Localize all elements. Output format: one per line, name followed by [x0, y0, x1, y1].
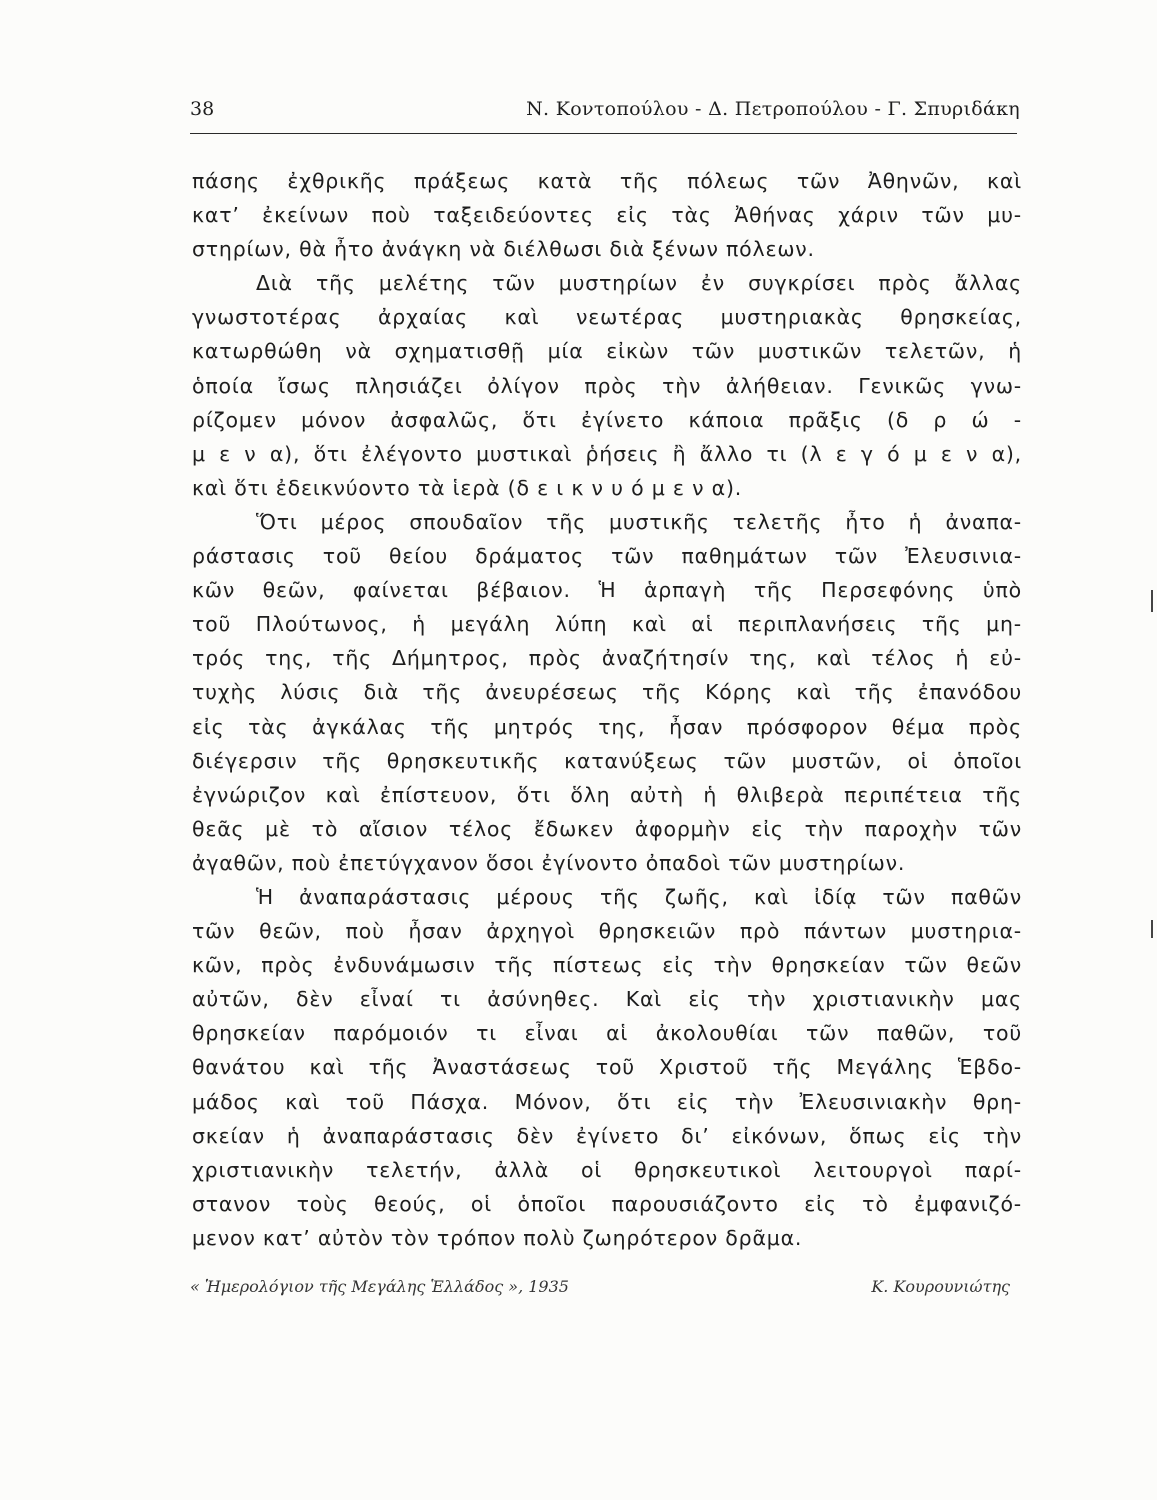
text-line: θρησκείαν παρόμοιόν τι εἶναι αἱ ἀκολουθίαι τῶν παθῶν, τοῦ [192, 1021, 1022, 1046]
text-line: Διὰ τῆς μελέτης τῶν μυστηρίων ἐν συγκρίσει πρὸς ἄλλας [256, 271, 1022, 296]
text-line: τῶν θεῶν, ποὺ ἦσαν ἀρχηγοὶ θρησκειῶν πρὸ πάντων μυστηρια- [192, 919, 1022, 944]
footer-source: « Ἡμερολόγιον τῆς Μεγάλης Ἑλλάδος », 1935 [190, 1277, 569, 1296]
text-line: στανον τοὺς θεούς, οἱ ὁποῖοι παρουσιάζοντο εἰς τὸ ἐμφανιζό- [192, 1191, 1022, 1216]
footer-author: Κ. Κουρουνιώτης [871, 1277, 1010, 1296]
text-line: θανάτου καὶ τῆς Ἀναστάσεως τοῦ Χριστοῦ τῆς Μεγάλης Ἑβδο- [192, 1055, 1022, 1080]
text-line: Ὅτι μέρος σπουδαῖον τῆς μυστικῆς τελετῆς ἦτο ἡ ἀναπα- [256, 509, 1022, 534]
text-line: εἰς τὰς ἀγκάλας τῆς μητρός της, ἦσαν πρόσφορον θέμα πρὸς [192, 714, 1022, 739]
text-line: κῶν θεῶν, φαίνεται βέβαιον. Ἡ ἁρπαγὴ τῆς Περσεφόνης ὑπὸ [192, 578, 1022, 603]
page-header [190, 98, 1020, 134]
text-line: ρίζομεν μόνον ἀσφαλῶς, ὅτι ἐγίνετο κάποια πρᾶξις (δ ρ ώ - [192, 407, 1022, 432]
text-line: σκείαν ἡ ἀναπαράστασις δὲν ἐγίνετο δι’ εἰκόνων, ὅπως εἰς τὴν [192, 1123, 1022, 1148]
text-line: κατωρθώθη νὰ σχηματισθῇ μία εἰκὼν τῶν μυστικῶν τελετῶν, ἡ [192, 339, 1022, 364]
text-line: θεᾶς μὲ τὸ αἴσιον τέλος ἔδωκεν ἀφορμὴν εἰς τὴν παροχὴν τῶν [192, 816, 1022, 841]
text-line: καὶ ὅτι ἐδεικνύοντο τὰ ἱερὰ (δ ε ι κ ν υ ό μ ε ν α). [192, 475, 743, 500]
running-head: Ν. Κοντοπούλου - Δ. Πετροπούλου - Γ. Σπυριδάκη [526, 98, 1020, 120]
text-line: τρός της, τῆς Δήμητρος, πρὸς ἀναζήτησίν της, καὶ τέλος ἡ εὐ- [192, 646, 1022, 671]
scan-edge-mark [1151, 590, 1153, 612]
scan-edge-mark [1151, 920, 1153, 938]
text-line: διέγερσιν τῆς θρησκευτικῆς κατανύξεως τῶν μυστῶν, οἱ ὁποῖοι [192, 748, 1022, 773]
page-number: 38 [190, 98, 215, 120]
page-footer [190, 1277, 1010, 1305]
text-line: γνωστοτέρας ἀρχαίας καὶ νεωτέρας μυστηριακὰς θρησκείας, [192, 305, 1022, 330]
text-line: μάδος καὶ τοῦ Πάσχα. Μόνον, ὅτι εἰς τὴν Ἐλευσινιακὴν θρη- [192, 1089, 1022, 1114]
text-line: χριστιανικὴν τελετήν, ἀλλὰ οἱ θρησκευτικοὶ λειτουργοὶ παρί- [192, 1157, 1022, 1182]
text-line: ἀγαθῶν, ποὺ ἐπετύγχανον ὅσοι ἐγίνοντο ὀπαδοὶ τῶν μυστηρίων. [192, 850, 906, 875]
text-line: κῶν, πρὸς ἐνδυνάμωσιν τῆς πίστεως εἰς τὴν θρησκείαν τῶν θεῶν [192, 953, 1022, 978]
text-line: μ ε ν α), ὅτι ἐλέγοντο μυστικαὶ ῥήσεις ἢ ἄλλο τι (λ ε γ ό μ ε ν α), [192, 441, 1022, 466]
text-line: κατ’ ἐκείνων ποὺ ταξειδεύοντες εἰς τὰς Ἀθήνας χάριν τῶν μυ- [192, 203, 1022, 228]
text-line: αὐτῶν, δὲν εἶναί τι ἀσύνηθες. Καὶ εἰς τὴν χριστιανικὴν μας [192, 987, 1022, 1012]
text-line: πάσης ἐχθρικῆς πράξεως κατὰ τῆς πόλεως τῶν Ἀθηνῶν, καὶ [192, 169, 1022, 193]
text-line: τυχὴς λύσις διὰ τῆς ἀνευρέσεως τῆς Κόρης καὶ τῆς ἐπανόδου [192, 680, 1022, 705]
text-line: Ἡ ἀναπαράστασις μέρους τῆς ζωῆς, καὶ ἰδίᾳ τῶν παθῶν [256, 884, 1022, 909]
header-rule [190, 133, 1017, 134]
text-line: τοῦ Πλούτωνος, ἡ μεγάλη λύπη καὶ αἱ περιπλανήσεις τῆς μη- [192, 612, 1022, 637]
text-line: ἐγνώριζον καὶ ἐπίστευον, ὅτι ὅλη αὐτὴ ἡ θλιβερὰ περιπέτεια τῆς [192, 782, 1022, 807]
text-line: ὁποία ἴσως πλησιάζει ὀλίγον πρὸς τὴν ἀλήθειαν. Γενικῶς γνω- [192, 373, 1022, 398]
text-line: μενον κατ’ αὐτὸν τὸν τρόπον πολὺ ζωηρότερον δρᾶμα. [192, 1225, 803, 1250]
text-line: στηρίων, θὰ ἦτο ἀνάγκη νὰ διέλθωσι διὰ ξένων πόλεων. [192, 237, 815, 262]
text-line: ράστασις τοῦ θείου δράματος τῶν παθημάτων τῶν Ἐλευσινια- [192, 544, 1022, 569]
body-text [192, 164, 1022, 1255]
